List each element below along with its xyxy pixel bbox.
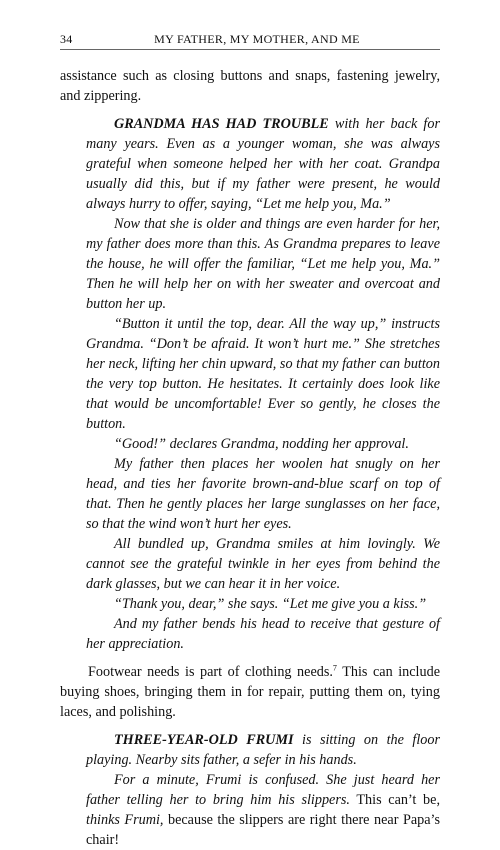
story-paragraph bbox=[86, 594, 440, 614]
paragraph-text: thinks Frumi, bbox=[86, 812, 164, 828]
paragraph-text: And my father bends his head to receive that gesture of her appreciation. bbox=[86, 616, 440, 652]
paragraph-text-roman: because the slippers are right there near Papa’s chair! bbox=[86, 812, 441, 848]
paragraph-intro bbox=[60, 66, 440, 106]
paragraph-text: This can include buying shoes, bringing them in for repair, putting them on, tying laces, and polishing. bbox=[60, 664, 440, 720]
book-page bbox=[60, 0, 441, 848]
story-paragraph bbox=[86, 534, 440, 594]
paragraph-footwear bbox=[60, 662, 440, 722]
paragraph-text-roman: This can’t be, bbox=[349, 792, 440, 808]
paragraph-text: “Good!” declares Grandma, nodding her approval. bbox=[114, 436, 409, 452]
story-lead-in: THREE-YEAR-OLD FRUMI bbox=[114, 732, 294, 748]
story-paragraph bbox=[86, 730, 440, 770]
paragraph-text: Footwear needs is part of clothing needs. bbox=[88, 664, 333, 680]
running-head bbox=[60, 30, 440, 48]
story-paragraph bbox=[86, 614, 440, 654]
story-paragraph bbox=[86, 214, 440, 314]
footnote-marker: 7 bbox=[332, 663, 337, 673]
running-head-title: MY FATHER, MY MOTHER, AND ME bbox=[154, 32, 360, 46]
body-text bbox=[60, 66, 440, 850]
paragraph-text: For a minute, Frumi is confused. She just heard her father telling her to bring him his slippers. bbox=[86, 772, 440, 808]
story-paragraph bbox=[86, 454, 440, 534]
paragraph-text: is sitting on the floor playing. Nearby sits father, a sefer in his hands. bbox=[86, 732, 440, 768]
paragraph-text: My father then places her woolen hat snugly on her head, and ties her favorite brown-and-blue scarf on top of that. Then he gently places her large sunglasses on her face, so that the wind won’t hurt her eyes. bbox=[86, 456, 440, 532]
paragraph-text: All bundled up, Grandma smiles at him lovingly. We cannot see the grateful twinkle in her eyes from behind the dark glasses, but we can hear it in her voice. bbox=[86, 536, 440, 592]
paragraph-text: Now that she is older and things are even harder for her, my father does more than this. As Grandma prepares to leave the house, he will offer the familiar, “Let me help you, Ma.” Then he will help her on with her sweater and overcoat and button her up. bbox=[86, 216, 440, 312]
page-number: 34 bbox=[60, 32, 73, 46]
paragraph-text: “Button it until the top, dear. All the way up,” instructs Grandma. “Don’t be afraid. It won’t hurt me.” She stretches her neck, lifting her chin upward, so that my father can button the very top button. He hesitates. It certainly does look like that would be uncomfortable! Ever so gently, he closes the button. bbox=[86, 316, 440, 432]
story-paragraph bbox=[86, 434, 440, 454]
paragraph-text: with her back for many years. Even as a younger woman, she was always grateful when someone helped her with her coat. Grandpa usually did this, but if my father were present, he would always hurry to offer, saying, “Let me help you, Ma.” bbox=[86, 116, 440, 212]
header-rule bbox=[60, 49, 440, 50]
paragraph-text: “Thank you, dear,” she says. “Let me give you a kiss.” bbox=[114, 596, 427, 612]
paragraph-text: assistance such as closing buttons and snaps, fastening jewelry, and zippering. bbox=[60, 68, 440, 104]
story-paragraph bbox=[86, 114, 440, 214]
story-lead-in: GRANDMA HAS HAD TROUBLE bbox=[114, 116, 329, 132]
story-paragraph bbox=[86, 770, 440, 850]
story-paragraph bbox=[86, 314, 440, 434]
